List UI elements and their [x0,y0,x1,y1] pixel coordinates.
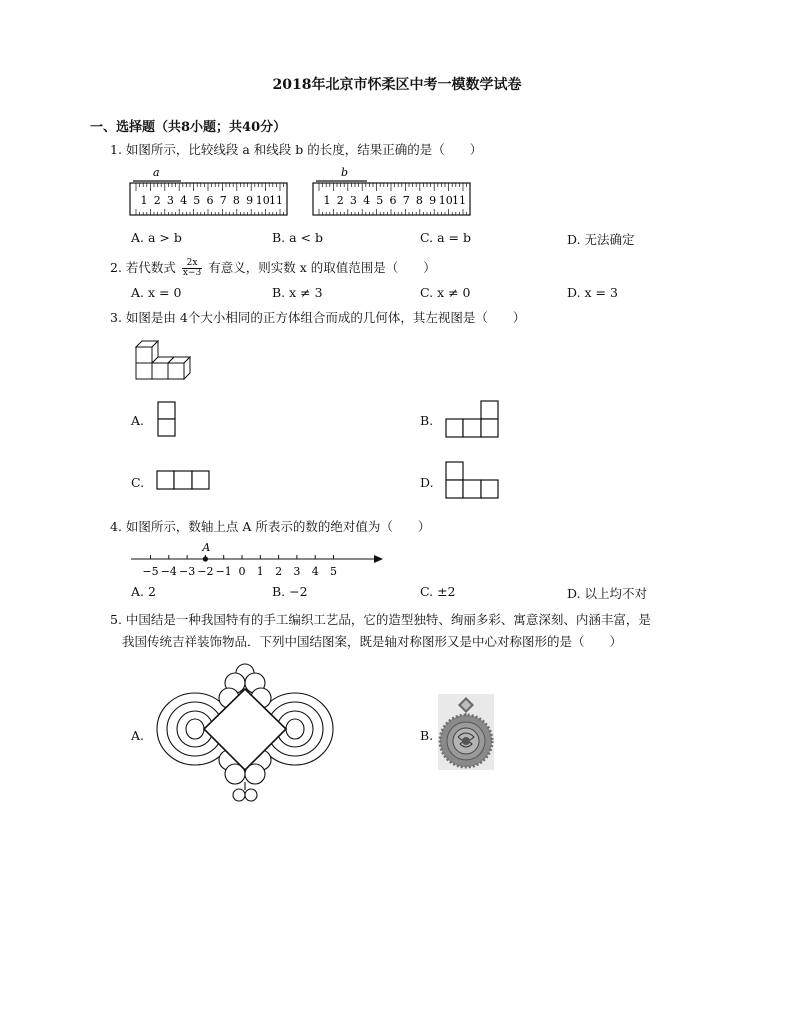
q3-option-b[interactable]: B. [420,413,434,428]
q3-option-d[interactable]: D. [420,475,434,490]
question-4-text: 4. 如图所示，数轴上点 A 所表示的数的绝对值为（ ） [110,519,431,534]
question-5-line-2: 我国传统吉祥装饰物品．下列中国结图案，既是轴对称图形又是中心对称图形的是（ ） [122,634,623,649]
axis-tick-label: 4 [311,565,319,578]
q2-option-a[interactable]: A. x = 0 [131,285,182,300]
q2-fraction-denominator: x−3 [182,268,202,278]
axis-tick-label: −3 [178,565,196,578]
point-a-label: A [202,541,211,554]
ruler-number: 9 [246,194,254,207]
q2-option-c[interactable]: C. x ≠ 0 [420,285,471,300]
axis-tick-label: 2 [275,565,283,578]
page-title: 2018年北京市怀柔区中考一模数学试卷 [272,77,522,93]
point-a [203,556,208,561]
q3-option-b-figure [443,399,501,439]
q3-option-a-figure [156,400,178,438]
q5-option-a-knot-figure [155,656,335,806]
ruler-number: 6 [389,194,397,207]
axis-tick-label: −1 [215,565,232,578]
q4-option-b[interactable]: B. −2 [272,584,308,599]
q2-fraction-numerator: 2x [182,259,202,269]
q5-option-a[interactable]: A. [131,728,145,743]
ruler-b-label: b [341,166,349,179]
q2-option-b[interactable]: B. x ≠ 3 [272,285,323,300]
ruler-number: 3 [166,194,174,207]
question-2-text [110,257,436,279]
axis-tick-label: 3 [293,565,301,578]
ruler-number: 11 [452,194,466,207]
ruler-number: 4 [180,194,188,207]
ruler-number: 5 [376,194,384,207]
ruler-number: 1 [323,194,331,207]
q5-option-b-knot-figure [438,694,494,770]
question-3-text: 3. 如图是由 4个大小相同的正方体组合而成的几何体，其左视图是（ ） [110,310,526,325]
ruler-number: 11 [269,194,283,207]
ruler-number: 4 [363,194,371,207]
q1-option-c[interactable]: C. a = b [420,230,471,245]
q2-fraction [182,259,202,278]
q4-number-line [125,540,390,580]
ruler-number: 6 [206,194,214,207]
axis-tick-label: 1 [256,565,264,578]
q3-option-a[interactable]: A. [131,413,145,428]
q1-rulers-figure [125,164,495,222]
q5-option-b[interactable]: B. [420,728,434,743]
q3-cubes-figure [130,338,194,380]
ruler-a-label: a [153,166,160,179]
section-title: 一、选择题（共8小题；共40分） [90,120,287,135]
question-1-text: 1. 如图所示，比较线段 a 和线段 b 的长度，结果正确的是（ ） [110,142,483,157]
axis-tick-label: −5 [142,565,159,578]
ruler-number: 9 [429,194,437,207]
q2-suffix: 有意义，则实数 x 的取值范围是（ ） [208,260,436,275]
ruler-number: 10 [438,194,453,207]
ruler-number: 1 [140,194,148,207]
ruler-number: 5 [193,194,201,207]
ruler-number: 7 [219,194,227,207]
ruler-number: 7 [402,194,410,207]
ruler-number: 3 [349,194,357,207]
axis-tick-label: −2 [197,565,214,578]
ruler-b [313,166,470,215]
q4-option-a[interactable]: A. 2 [131,584,156,599]
ruler-number: 2 [153,194,161,207]
axis-tick-label: 0 [238,565,246,578]
q2-option-d[interactable]: D. x = 3 [567,285,618,300]
q2-prefix: 2. 若代数式 [110,260,176,275]
ruler-number: 8 [232,194,240,207]
q3-option-d-figure [443,460,501,500]
q1-option-d[interactable]: D. 无法确定 [567,232,635,247]
q3-option-c-figure [154,468,212,492]
ruler-number: 10 [255,194,270,207]
axis-tick-label: 5 [330,565,337,578]
q4-option-c[interactable]: C. ±2 [420,584,456,599]
ruler-a [130,166,287,215]
ruler-number: 2 [336,194,344,207]
ruler-number: 8 [415,194,423,207]
q1-option-b[interactable]: B. a < b [272,230,324,245]
question-5-line-1: 5. 中国结是一种我国特有的手工编织工艺品，它的造型独特、绚丽多彩、寓意深刻、内涵丰富，是 [110,612,651,627]
q1-option-a[interactable]: A. a > b [131,230,182,245]
axis-tick-label: −4 [160,565,177,578]
q3-option-c[interactable]: C. [131,475,145,490]
q4-option-d[interactable]: D. 以上均不对 [567,586,648,601]
